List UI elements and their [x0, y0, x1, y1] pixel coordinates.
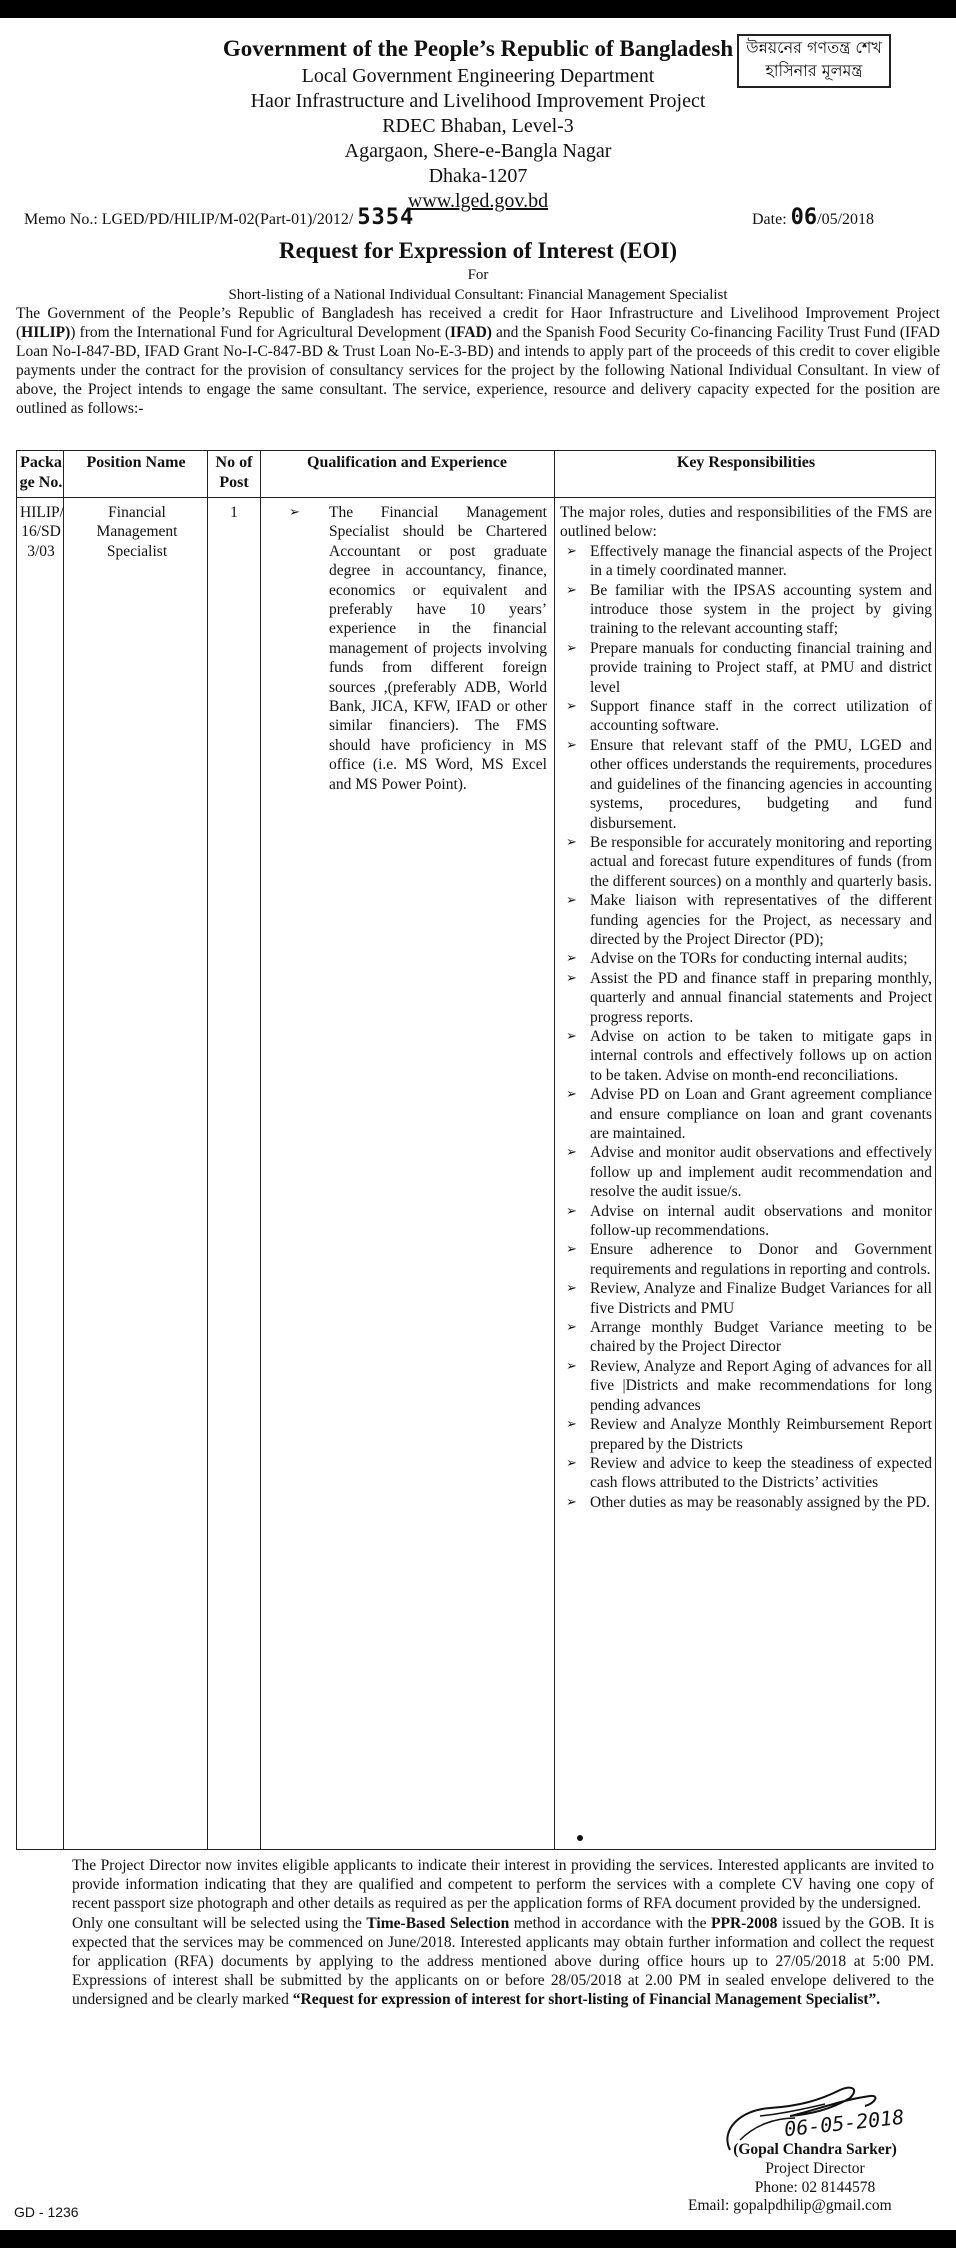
- header-no-of-post: No of Post: [215, 454, 253, 491]
- date-rest: /05/2018: [817, 211, 875, 228]
- table-header-divider: [17, 497, 935, 498]
- responsibility-item: [560, 1143, 932, 1201]
- slogan-line-2: হাসিনার মূলমন্ত্র: [765, 61, 863, 80]
- slogan-line-1: উন্নয়নের গণতন্ত্র শেখ: [746, 38, 882, 57]
- responsibility-text: Other duties as may be reasonably assigned by the PD.: [590, 1493, 931, 1511]
- responsibility-text: Make liaison with representatives of the different funding agencies for the Project, as necessary and directed by the Project Director (PD);: [590, 892, 932, 948]
- signatory-designation: Project Director: [765, 2160, 865, 2177]
- cell-position-name: Financial Management Specialist: [96, 504, 178, 560]
- responsibility-item: [560, 1454, 932, 1493]
- cell-package-no: HILIP/ 16/SD 3/03: [20, 504, 64, 560]
- responsibility-item: [560, 833, 932, 891]
- responsibility-item: [560, 1240, 932, 1279]
- intro-bold-hilip: HILIP): [21, 324, 71, 341]
- responsibility-text: Prepare manuals for conducting financial training and provide training to Project staff, at PMU and district level: [590, 639, 932, 696]
- qualification-item: [289, 503, 547, 794]
- closing-bold-marking: “Request for expression of interest for short-listing of Financial Management Specialist”.: [292, 1991, 881, 2009]
- responsibility-text: Review, Analyze and Finalize Budget Variances for all five Districts and PMU: [590, 1280, 932, 1317]
- project-name: Haor Infrastructure and Livelihood Improvement Project: [250, 90, 706, 112]
- header-position-name: Position Name: [86, 454, 186, 471]
- responsibility-text: Advise and monitor audit observations and effectively follow up and implement audit recommendation and resolve the audit issue/s.: [590, 1144, 932, 1201]
- arrow-bullet-icon: ➢: [566, 1320, 577, 1336]
- arrow-bullet-icon: ➢: [566, 1358, 577, 1374]
- closing-bold-method: Time-Based Selection: [366, 1914, 510, 1932]
- signatory-email[interactable]: Email: gopalpdhilip@gmail.com: [688, 2197, 892, 2214]
- responsibility-item: [560, 1318, 932, 1357]
- header-package-no: Packa ge No.: [19, 454, 63, 491]
- responsibility-text: Ensure adherence to Donor and Government requirements and regulations in reporting and controls.: [590, 1241, 932, 1278]
- intro-text-2: ) from the International Fund for Agricultural Development (: [70, 324, 451, 341]
- responsibility-item: [560, 969, 932, 1027]
- arrow-bullet-icon: ➢: [566, 640, 577, 656]
- closing-text: Only one consultant will be selected using the: [72, 1914, 367, 1932]
- qualification-text: The Financial Management Specialist should be Chartered Accountant or post graduate degree in accountancy, finance, economics or equivalent and preferably have 10 years’ experience in the financial management of projects involving funds from different foreign sources ,(preferably ADB, World Bank, JICA, KFW, IFAD or other similar financiers). The FMS should have proficiency in MS office (i.e. MS Word, MS Excel and MS Power Point).: [329, 504, 547, 793]
- area-address: Agargaon, Shere-e-Bangla Nagar: [344, 140, 612, 162]
- responsibility-item: [560, 1357, 932, 1415]
- responsibility-item: [560, 639, 932, 697]
- cell-no-of-post: 1: [230, 504, 238, 521]
- responsibilities-list: [560, 542, 932, 1512]
- arrow-bullet-icon: ➢: [566, 1145, 577, 1161]
- responsibility-text: Advise on internal audit observations and monitor follow-up recommendations.: [590, 1202, 932, 1240]
- for-label: For: [467, 267, 489, 283]
- responsibilities-intro: The major roles, duties and responsibilities of the FMS are outlined below:: [560, 504, 932, 541]
- responsibility-text: Ensure that relevant staff of the PMU, LGED and other offices understands the requirements, procedures and guidelines of the financing agencies in accounting systems, procedures, budgeting and fund disbursement.: [590, 736, 932, 832]
- table-col-divider: [554, 451, 555, 1849]
- building-address: RDEC Bhaban, Level-3: [382, 115, 574, 137]
- arrow-bullet-icon: ➢: [566, 951, 577, 967]
- qualification-list: [289, 503, 547, 794]
- scan-border-top: [0, 0, 956, 18]
- arrow-bullet-icon: ➢: [566, 1203, 577, 1219]
- cell-qualification: [289, 503, 547, 794]
- responsibility-item: [560, 736, 932, 833]
- responsibility-text: Arrange monthly Budget Variance meeting to be chaired by the Project Director: [590, 1319, 932, 1356]
- cell-key-responsibilities: [560, 503, 932, 1512]
- date-handwritten-day: 06: [790, 205, 818, 230]
- responsibility-text: Review and Analyze Monthly Reimbursement Report prepared by the Districts: [590, 1416, 932, 1453]
- closing-bold-ppr: PPR-2008: [711, 1914, 778, 1932]
- positions-table: [16, 450, 936, 1850]
- date-label: Date:: [752, 211, 787, 228]
- responsibility-text: Be responsible for accurately monitoring and reporting actual and forecast future expenditures of funds (from the different sources) on a monthly and quarterly basis.: [590, 833, 932, 890]
- arrow-bullet-icon: ➢: [566, 543, 577, 559]
- responsibility-item: [560, 581, 932, 639]
- bullet-dot: [577, 1835, 583, 1841]
- arrow-bullet-icon: ➢: [289, 505, 300, 520]
- arrow-bullet-icon: ➢: [566, 699, 577, 715]
- responsibility-text: Be familiar with the IPSAS accounting system and introduce those system in the project by giving training to the relevant accounting staff;: [590, 581, 932, 638]
- responsibility-text: Effectively manage the financial aspects of the Project in a timely coordinated manner.: [590, 542, 932, 580]
- responsibility-text: Assist the PD and finance staff in preparing monthly, quarterly and annual financial statements and Project progress reports.: [590, 969, 932, 1026]
- responsibility-text: Advise on the TORs for conducting internal audits;: [590, 950, 908, 968]
- table-col-divider: [63, 451, 64, 1849]
- intro-paragraph: [16, 304, 940, 418]
- closing-text: method in accordance with the: [509, 1914, 712, 1932]
- arrow-bullet-icon: ➢: [566, 1455, 577, 1471]
- arrow-bullet-icon: ➢: [566, 1494, 577, 1510]
- responsibility-item: [560, 1415, 932, 1454]
- intro-text-3: and the Spanish Food Security Co-financing Facility Trust Fund (IFAD Loan No-I-847-BD, IFAD Grant No-I-C-847-BD & Trust Loan No-E-3-BD) and intends to apply part of the proceeds of this credit to cover eligible payments under the contract for the provision of consultancy services for the project by the following National Individual Consultant. In view of above, the Project intends to engage the same consultant. The service, experience, resource and delivery capacity expected for the position are outlined as follows:-: [16, 324, 940, 417]
- handwritten-sign-date: 06-05-2018: [783, 2104, 906, 2142]
- arrow-bullet-icon: ➢: [566, 970, 577, 986]
- website-link[interactable]: www.lged.gov.bd: [407, 190, 549, 212]
- responsibility-text: Review, Analyze and Report Aging of advances for all five |Districts and make recommendations for long pending advances: [590, 1357, 932, 1414]
- responsibility-item: [560, 1027, 932, 1085]
- responsibility-item: [560, 891, 932, 949]
- header-key-responsibilities: Key Responsibilities: [676, 454, 816, 471]
- intro-bold-ifad: IFAD): [450, 324, 492, 341]
- arrow-bullet-icon: ➢: [566, 834, 577, 850]
- city-address: Dhaka-1207: [428, 165, 528, 187]
- memo-handwritten-number: 5354: [357, 205, 415, 230]
- memo-number: [24, 206, 414, 232]
- document-title: Request for Expression of Interest (EOI): [278, 238, 678, 263]
- memo-label: Memo No.: LGED/PD/HILIP/M-02(Part-01)/2012/: [24, 211, 354, 228]
- department-name: Local Government Engineering Department: [301, 65, 655, 87]
- closing-text: issued by the GOB. It is expected that the services may be commenced on June/2018. Interested applicants may obtain further information and collect the request for application (RFA) documents by applying to the address mentioned above during office hours up to 27/05/2018 at 5:00 PM. Expressions of interest shall be submitted by the applicants on or before 28/05/2018 at 2.00 PM in sealed envelope delivered to the undersigned and be clearly marked: [72, 1914, 935, 2009]
- arrow-bullet-icon: ➢: [566, 737, 577, 753]
- arrow-bullet-icon: ➢: [566, 1028, 577, 1044]
- intro-text-1: The Government of the People’s Republic of Bangladesh has received a credit for Haor Infrastructure and Livelihood Improvement Project (: [16, 305, 940, 341]
- signatory-block: [690, 2140, 940, 2197]
- responsibility-item: [560, 1493, 932, 1512]
- responsibility-text: Advise PD on Loan and Grant agreement compliance and ensure compliance on loan and grant covenants are maintained.: [590, 1086, 932, 1142]
- footer-code: GD - 1236: [14, 2204, 79, 2220]
- government-name: Government of the People’s Republic of Bangladesh: [222, 36, 734, 61]
- arrow-bullet-icon: ➢: [566, 1417, 577, 1433]
- responsibility-item: [560, 697, 932, 736]
- responsibility-item: [560, 1279, 932, 1318]
- arrow-bullet-icon: ➢: [566, 1281, 577, 1297]
- arrow-bullet-icon: ➢: [566, 582, 577, 598]
- responsibility-item: [560, 949, 932, 968]
- responsibility-item: [560, 1085, 932, 1143]
- arrow-bullet-icon: ➢: [566, 893, 577, 909]
- scan-border-bottom: [0, 2230, 956, 2248]
- arrow-bullet-icon: ➢: [566, 1087, 577, 1103]
- arrow-bullet-icon: ➢: [566, 1242, 577, 1258]
- responsibility-item: [560, 542, 932, 581]
- memo-date: [752, 206, 874, 232]
- responsibility-text: Advise on action to be taken to mitigate gaps in internal controls and effectively follows up on action to be taken. Advise on month-end reconciliations.: [590, 1027, 932, 1084]
- header-qualification: Qualification and Experience: [307, 454, 507, 471]
- responsibility-text: Review and advice to keep the steadiness of expected cash flows attributed to the Districts’ activities: [590, 1454, 932, 1492]
- closing-paragraph-1: The Project Director now invites eligible applicants to indicate their interest in providing the services. Interested applicants are invited to provide information indicating that they are qualified and competent to perform the services with a complete CV having one copy of recent passport size photograph and other details as required as per the application forms of RFA document provided by the undersigned.: [72, 1857, 934, 1913]
- shortlisting-subtitle: Short-listing of a National Individual Consultant: Financial Management Specialist: [228, 287, 728, 303]
- table-col-divider: [207, 451, 208, 1849]
- responsibility-text: Support finance staff in the correct utilization of accounting software.: [590, 698, 932, 735]
- closing-paragraph-2: [72, 1914, 934, 2010]
- table-col-divider: [260, 451, 261, 1849]
- slogan-box: [737, 34, 891, 88]
- responsibility-item: [560, 1202, 932, 1241]
- signatory-phone: Phone: 02 8144578: [754, 2179, 876, 2196]
- closing-section: [72, 1856, 934, 2010]
- signatory-name: (Gopal Chandra Sarker): [733, 2141, 897, 2158]
